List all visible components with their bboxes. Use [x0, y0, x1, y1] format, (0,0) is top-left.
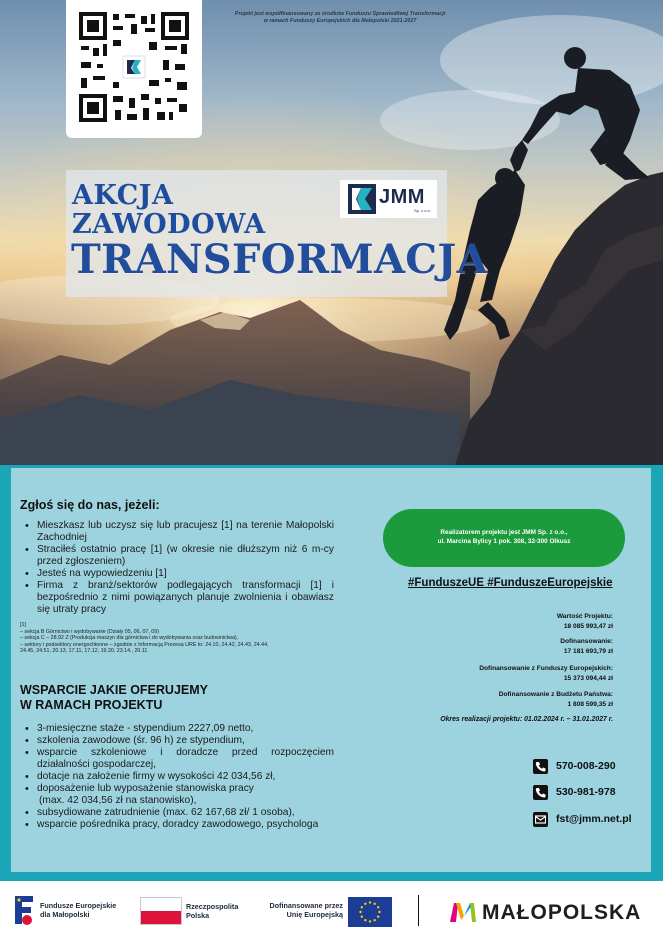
- finance-value: 18 085 993,47 zł: [563, 622, 613, 630]
- criteria-item: • Mieszkasz lub uczysz się lub pracujesz [1] na terenie Małopolski Zachodniej: [24, 520, 334, 544]
- funding-note-line2: w ramach Funduszy Europejskich dla Małopolski 2021-2027: [263, 18, 417, 24]
- finance-value: 1 808 599,35 zł: [567, 700, 613, 708]
- footer-divider: [418, 895, 419, 926]
- finance-label: Dofinansowanie z Budżetu Państwa:: [498, 691, 613, 698]
- support-heading-line2: W RAMACH PROJEKTU: [20, 698, 163, 712]
- footnote-line: [1]: [20, 622, 26, 628]
- phone-icon: [533, 759, 548, 774]
- jmm-logo-icon: [348, 184, 376, 214]
- support-item: • 3-miesięczne staże - stypendium 2227,09 netto,: [24, 723, 334, 735]
- hero-image: [0, 0, 663, 465]
- support-item: • wsparcie pośrednika pracy, doradcy zawodowego, psychologa: [24, 819, 334, 831]
- mail-icon: [533, 812, 548, 827]
- european-funds-line2: dla Małopolski: [40, 909, 90, 919]
- european-funds-logo-icon: [13, 894, 37, 926]
- apply-heading: Zgłoś się do nas, jeżeli:: [20, 498, 160, 512]
- realizator-line1: Realizatorem projektu jest JMM Sp. z o.o.,: [440, 529, 568, 536]
- finance-label: Dofinansowanie z Funduszy Europejskich:: [479, 665, 613, 672]
- support-item-continuation: (max. 42 034,56 zł na stanowisko),: [39, 795, 197, 806]
- poland-flag-icon: [140, 897, 182, 925]
- phone-number[interactable]: 530-981-978: [556, 786, 616, 798]
- support-item: • dotacje na założenie firmy w wysokości 42 034,56 zł,: [24, 771, 334, 783]
- funding-note-line1: Projekt jest współfinansowany ze środków Funduszu Sprawiedliwej Transformacji: [234, 11, 446, 17]
- european-funds-line1: Fundusze Europejskie: [40, 901, 117, 910]
- republic-of-poland-text: [186, 903, 238, 920]
- qr-code[interactable]: [66, 0, 202, 138]
- footnote-line: – sektory i podsektory energochłonne – zgodnie z Informacją Prezesa URE to: 24.10, 24.42, 24.43, 24.44,: [20, 641, 269, 648]
- jmm-logo: [340, 180, 437, 218]
- eu-cofunded-line2: Unię Europejską: [286, 909, 343, 919]
- criteria-item: • Jesteś na wypowiedzeniu [1]: [24, 568, 334, 580]
- support-heading-line1: WSPARCIE JAKIE OFERUJEMY: [20, 683, 208, 697]
- hashtags[interactable]: #FunduszeUE #FunduszeEuropejskie: [408, 577, 613, 589]
- footnote-line: – sekcja C – 28.92 Z (Produkcja maszyn dla górnictwa i do wydobywania oraz budownictwa),: [20, 635, 239, 642]
- footnote-line: – sekcja B Górnictwo i wydobywanie (Działy 05, 06, 07, 09): [20, 628, 159, 635]
- jmm-qr-logo-icon: [123, 56, 145, 78]
- support-item: • doposażenie lub wyposażenie stanowiska pracy: [24, 783, 334, 795]
- finance-block-cofunding: [560, 637, 613, 656]
- support-list: [24, 723, 334, 831]
- support-item: • wsparcie szkoleniowe i doradcze przed rozpoczęciem działalności gospodarczej,: [24, 747, 334, 771]
- jmm-logo-sub: Sp. z o.o.: [414, 208, 431, 213]
- support-item: • szkolenia zawodowe (śr. 96 h) ze stypendium,: [24, 735, 334, 747]
- republic-of-poland-line1: Rzeczpospolita: [186, 902, 239, 911]
- finance-block-total: [557, 612, 613, 631]
- malopolska-logo-icon: [448, 900, 478, 924]
- qr-code-image: [79, 12, 189, 122]
- footer-logos: [0, 881, 663, 938]
- eu-flag-icon: [348, 897, 392, 927]
- finance-value: 17 181 693,79 zł: [563, 647, 613, 655]
- jmm-logo-text: JMM: [379, 186, 425, 208]
- republic-of-poland-line2: Polska: [186, 910, 210, 920]
- footnotes: [20, 622, 340, 655]
- criteria-list: [24, 520, 334, 616]
- eu-cofunded-line1: Dofinansowane przez: [269, 901, 343, 910]
- title-line-2: ZAWODOWA: [72, 209, 266, 240]
- title-line-3: TRANSFORMACJA: [71, 236, 488, 283]
- criteria-item: • Straciłeś ostatnio pracę [1] (w okresie nie dłuższym niż 6 m-cy przed zgłoszeniem): [24, 544, 334, 568]
- malopolska-wordmark: MAŁOPOLSKA: [482, 901, 642, 924]
- criteria-item: • Firma z branż/sektorów podlegających transformacji [1] i bezpośrednio z nimi powiązanych planuje zwolnienia i obawiasz się utraty pracy: [24, 580, 334, 616]
- title-line-1: AKCJA: [72, 180, 174, 211]
- project-period: Okres realizacji projektu: 01.02.2024 r. – 31.01.2027 r.: [440, 716, 613, 723]
- footnote-line: 24.45, 24.51, 20.13, 17.11, 17.12, 19.20, 23.14., 20.11: [20, 648, 148, 655]
- finance-label: Dofinansowanie:: [560, 638, 613, 645]
- realizator-badge: [383, 509, 625, 567]
- phone-icon: [533, 785, 548, 800]
- support-item: • subsydiowane zatrudnienie (max. 62 167,68 zł/ 1 osoba),: [24, 807, 334, 819]
- realizator-line2: ul. Marcina Bylicy 1 pok. 308, 32-300 Olkusz: [437, 537, 571, 545]
- eu-cofunded-text: [263, 902, 343, 919]
- funding-note: [206, 11, 474, 25]
- european-funds-text: [40, 902, 116, 919]
- finance-block-eu: [479, 664, 613, 683]
- email-address[interactable]: fst@jmm.net.pl: [556, 813, 632, 825]
- phone-number[interactable]: 570-008-290: [556, 760, 616, 772]
- finance-label: Wartość Projektu:: [556, 613, 613, 620]
- support-heading: [20, 683, 208, 713]
- finance-block-state: [499, 690, 613, 709]
- finance-value: 15 373 094,44 zł: [563, 674, 613, 682]
